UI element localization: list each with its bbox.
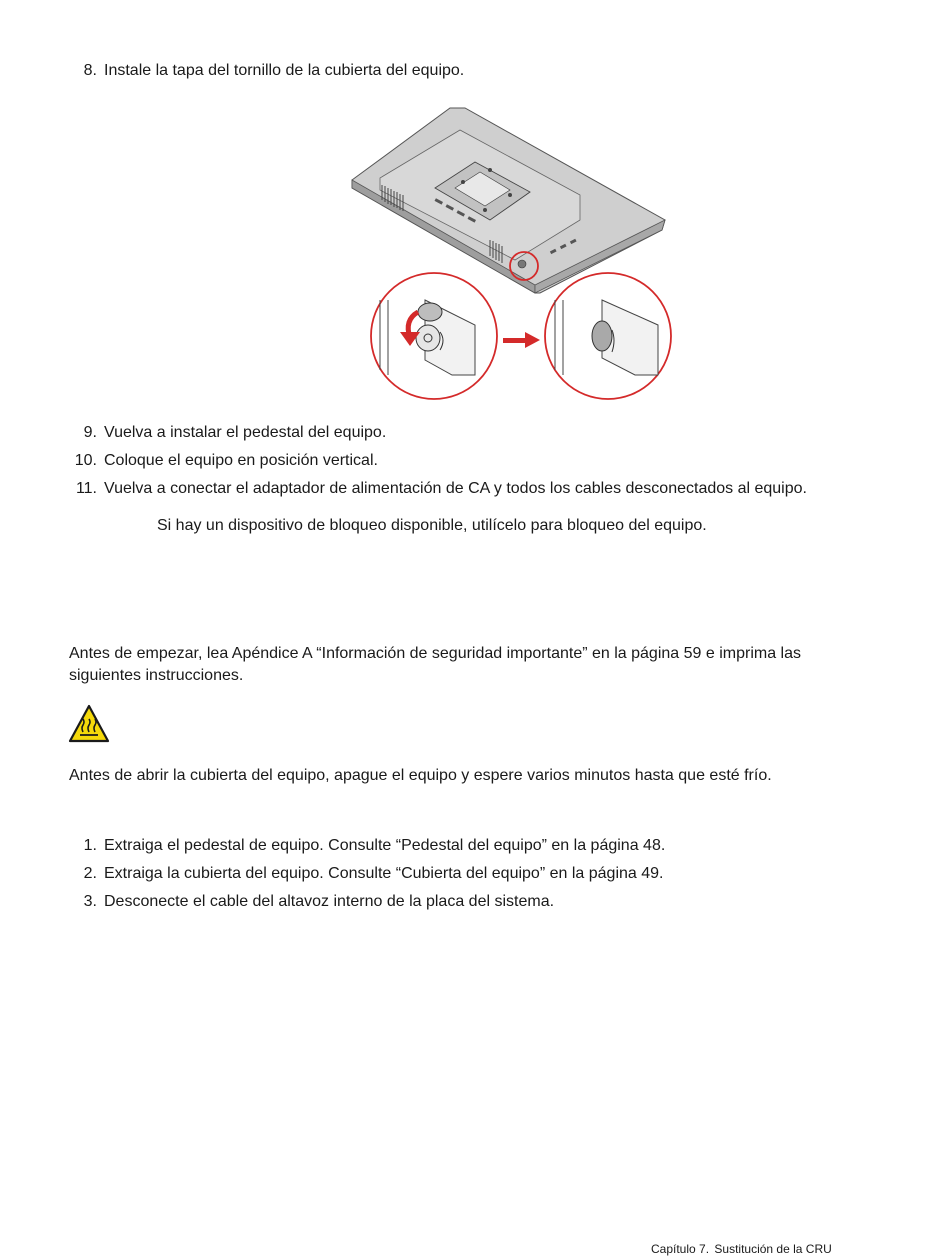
- footer-title: Sustitución de la CRU: [714, 1242, 832, 1256]
- arrow-right-icon: [503, 332, 540, 348]
- step-text: Coloque el equipo en posición vertical.: [104, 452, 378, 469]
- step-number: 2.: [83, 865, 97, 882]
- footer-chapter: Capítulo 7: [651, 1242, 706, 1256]
- step-number: 9.: [83, 424, 97, 441]
- step-text: Extraiga el pedestal de equipo. Consulte “Pedestal del equipo” en la página 48.: [104, 837, 666, 854]
- page-footer: Capítulo 7. Sustitución de la CRU: [651, 1242, 832, 1256]
- step-text: Desconecte el cable del altavoz interno de la placa del sistema.: [104, 893, 555, 910]
- screw-cover-install-illustration: [340, 100, 680, 405]
- step-text: Instale la tapa del tornillo de la cubierta del equipo.: [104, 62, 465, 79]
- zoom-after-illustration: [545, 273, 671, 399]
- caution-text: Antes de abrir la cubierta del equipo, apague el equipo y espere varios minutos hasta que esté frío.: [69, 767, 772, 784]
- step-number: 1.: [83, 837, 97, 854]
- step-text: Extraiga la cubierta del equipo. Consulte “Cubierta del equipo” en la página 49.: [104, 865, 664, 882]
- lock-note: Si hay un dispositivo de bloqueo disponible, utilícelo para bloqueo del equipo.: [157, 517, 707, 534]
- step-text: Vuelva a conectar el adaptador de alimentación de CA y todos los cables desconectados al equipo.: [104, 480, 807, 497]
- step-number: 8.: [83, 62, 97, 79]
- step-number: 10.: [74, 452, 97, 469]
- computer-back-illustration: [352, 108, 665, 293]
- intro-paragraph: Antes de empezar, lea Apéndice A “Información de seguridad importante” en la página 59 e imprima las siguientes instrucciones.: [69, 645, 801, 684]
- step-number: 11.: [75, 480, 97, 497]
- step-number: 3.: [83, 893, 97, 910]
- step-text: Vuelva a instalar el pedestal del equipo.: [104, 424, 387, 441]
- zoom-before-illustration: [371, 273, 497, 399]
- hot-surface-warning-icon: [68, 704, 110, 744]
